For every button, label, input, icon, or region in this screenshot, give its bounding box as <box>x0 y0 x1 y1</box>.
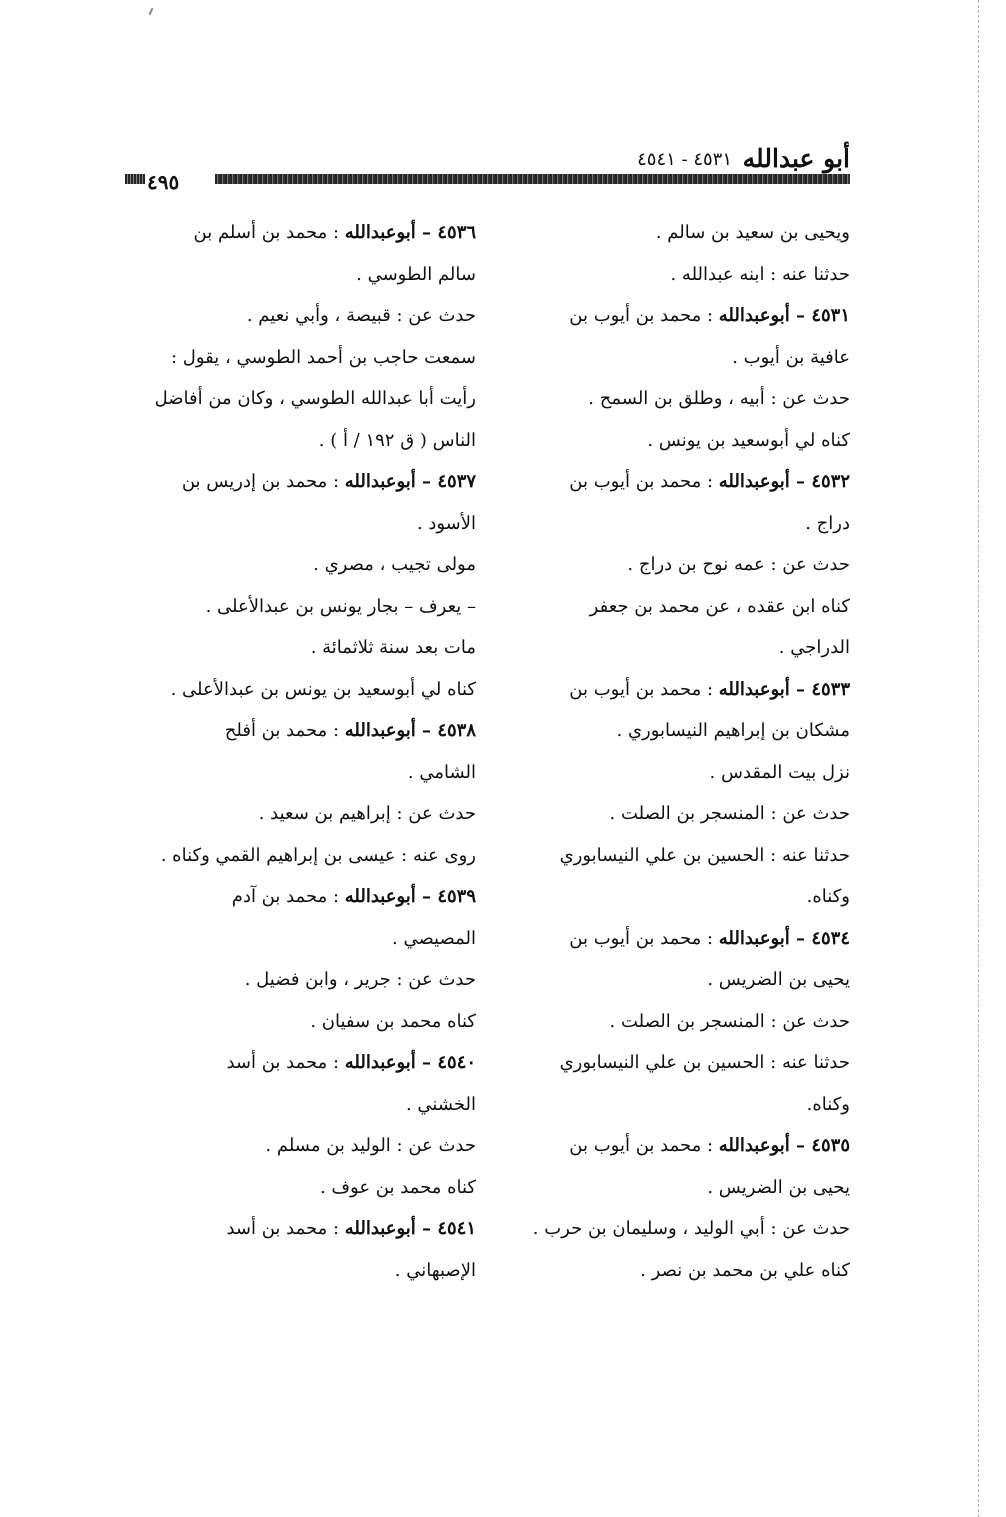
line-text: حدث عن : قبيصة ، وأبي نعيم . <box>246 305 476 326</box>
entry-number: ٤٥٤١ – <box>415 1218 476 1239</box>
line-text: مشكان بن إبراهيم النيسابوري . <box>616 720 850 741</box>
text-line <box>124 378 476 420</box>
entry-number: ٤٥٣٥ – <box>789 1135 850 1156</box>
line-text: : محمد بن أيوب بن <box>569 1135 719 1156</box>
entry-number: ٤٥٣٨ – <box>415 720 476 741</box>
text-line <box>505 1042 850 1084</box>
line-text: : محمد بن أيوب بن <box>569 927 719 949</box>
text-line <box>124 793 476 835</box>
line-text: حدث عن : إبراهيم بن سعيد . <box>258 803 476 824</box>
text-line <box>505 1084 850 1126</box>
line-text: حدث عن : أبي الوليد ، وسليمان بن حرب . <box>532 1218 850 1239</box>
entry-kunya: أبوعبدالله <box>344 471 416 492</box>
text-line <box>124 420 476 462</box>
entry-kunya: أبوعبدالله <box>344 720 416 741</box>
line-text: : محمد بن إدريس بن <box>181 471 345 492</box>
text-line <box>124 586 476 628</box>
text-line <box>124 1125 476 1167</box>
line-text: مولى تجيب ، مصري . <box>313 554 476 575</box>
text-line <box>505 254 850 296</box>
text-line <box>505 337 850 379</box>
left-text-column <box>124 212 476 1291</box>
text-line <box>124 752 476 794</box>
line-text: وكناه. <box>806 1093 850 1115</box>
entry-heading-line <box>124 1208 476 1250</box>
header-entry-range: ٤٥٣١ - ٤٥٤١ <box>637 149 732 170</box>
text-line <box>124 1001 476 1043</box>
entry-heading-line <box>505 1125 850 1167</box>
scan-edge-line <box>978 0 979 1517</box>
entry-number: ٤٥٣٦ – <box>415 222 476 243</box>
text-line <box>505 378 850 420</box>
entry-number: ٤٥٣٢ – <box>789 471 850 492</box>
line-text: : محمد بن أسد <box>226 1052 345 1073</box>
text-line <box>124 835 476 877</box>
line-text: الإصبهاني . <box>394 1259 476 1281</box>
line-text: كناه علي بن محمد بن نصر . <box>640 1259 850 1281</box>
entry-kunya: أبوعبدالله <box>718 1135 790 1156</box>
entry-number: ٤٥٤٠ – <box>415 1052 476 1073</box>
entry-kunya: أبوعبدالله <box>718 678 790 700</box>
line-text: يحيى بن الضريس . <box>707 969 850 990</box>
line-text: : محمد بن أيوب بن <box>569 471 719 492</box>
text-line <box>505 503 850 545</box>
entry-number: ٤٥٣٤ – <box>789 927 850 949</box>
entry-number: ٤٥٣٩ – <box>415 886 476 907</box>
line-text: الأسود . <box>416 512 476 534</box>
text-line <box>124 1167 476 1209</box>
entry-heading-line <box>124 710 476 752</box>
line-text: مات بعد سنة ثلاثمائة . <box>310 637 476 658</box>
line-text: روى عنه : عيسى بن إبراهيم القمي وكناه . <box>160 844 476 866</box>
line-text: : محمد بن أيوب بن <box>569 305 719 326</box>
line-text: كناه لي أبوسعيد بن يونس بن عبدالأعلى . <box>170 678 476 700</box>
entry-number: ٤٥٣٣ – <box>789 678 850 700</box>
header-title: أبو عبدالله <box>742 144 850 173</box>
entry-number: ٤٥٣٧ – <box>415 471 476 492</box>
line-text: : محمد بن أيوب بن <box>569 678 719 700</box>
text-line <box>505 1167 850 1209</box>
line-text: : محمد بن آدم <box>231 886 345 907</box>
text-line <box>505 876 850 918</box>
text-line <box>505 1001 850 1043</box>
entry-kunya: أبوعبدالله <box>344 222 416 243</box>
entry-heading-line <box>124 1042 476 1084</box>
entry-number: ٤٥٣١ – <box>789 305 850 326</box>
line-text: كناه محمد بن عوف . <box>319 1176 476 1198</box>
text-line <box>124 669 476 711</box>
text-line <box>124 959 476 1001</box>
line-text: الدراجي . <box>778 637 850 658</box>
line-text: المصيصي . <box>392 927 476 949</box>
line-text: نزل بيت المقدس . <box>709 761 850 783</box>
line-text: الخشني . <box>405 1093 476 1115</box>
text-line <box>505 835 850 877</box>
line-text: حدث عن : عمه نوح بن دراج . <box>627 554 850 575</box>
text-line <box>505 586 850 628</box>
text-line <box>124 295 476 337</box>
line-text: سالم الطوسي . <box>356 263 476 285</box>
running-header <box>125 140 850 194</box>
entry-heading-line <box>124 461 476 503</box>
text-line <box>505 420 850 462</box>
line-text: حدث عن : المنسجر بن الصلت . <box>609 803 850 824</box>
text-line <box>124 254 476 296</box>
line-text: حدث عن : جرير ، وابن فضيل . <box>244 969 476 990</box>
entry-heading-line <box>505 669 850 711</box>
entry-kunya: أبوعبدالله <box>718 305 790 326</box>
line-text: سمعت حاجب بن أحمد الطوسي ، يقول : <box>170 346 476 368</box>
entry-kunya: أبوعبدالله <box>718 471 790 492</box>
entry-kunya: أبوعبدالله <box>344 886 416 907</box>
text-line <box>505 959 850 1001</box>
line-text: الناس ( ق ١٩٢ / أ ) . <box>318 429 476 451</box>
line-text: كناه ابن عقده ، عن محمد بن جعفر <box>589 595 850 617</box>
line-text: – يعرف – بجار يونس بن عبدالأعلى . <box>205 595 476 617</box>
header-rule-ornament <box>125 174 145 184</box>
entry-heading-line <box>124 212 476 254</box>
line-text: كناه محمد بن سفيان . <box>310 1010 476 1032</box>
entry-heading-line <box>505 295 850 337</box>
page-number: ٤٩٥ <box>147 170 180 194</box>
text-line <box>124 503 476 545</box>
line-text: : محمد بن أسلم بن <box>193 222 345 243</box>
line-text: وكناه. <box>806 886 850 907</box>
text-line <box>505 793 850 835</box>
line-text: : محمد بن أسد <box>226 1218 345 1239</box>
line-text: يحيى بن الضريس . <box>707 1176 850 1198</box>
line-text: حدثنا عنه : الحسين بن علي النيسابوري <box>559 844 850 866</box>
header-rule <box>215 174 850 184</box>
text-line <box>124 337 476 379</box>
entry-kunya: أبوعبدالله <box>718 927 790 949</box>
entry-kunya: أبوعبدالله <box>344 1218 416 1239</box>
entry-heading-line <box>505 918 850 960</box>
text-line <box>505 1208 850 1250</box>
line-text: الشامي . <box>407 761 476 783</box>
line-text: حدثنا عنه : الحسين بن علي النيسابوري <box>559 1052 850 1073</box>
entry-kunya: أبوعبدالله <box>344 1052 416 1073</box>
text-line <box>124 627 476 669</box>
text-line <box>124 918 476 960</box>
scan-speck <box>149 8 154 15</box>
text-line <box>505 212 850 254</box>
text-line <box>505 627 850 669</box>
line-text: حدثنا عنه : ابنه عبدالله . <box>670 263 850 285</box>
line-text: : محمد بن أفلح <box>224 720 345 741</box>
text-line <box>505 752 850 794</box>
text-line <box>124 544 476 586</box>
text-line <box>505 1250 850 1292</box>
entry-heading-line <box>505 461 850 503</box>
line-text: عافية بن أيوب . <box>732 346 850 368</box>
line-text: حدث عن : أبيه ، وطلق بن السمح . <box>588 388 850 409</box>
text-line <box>124 1084 476 1126</box>
line-text: رأيت أبا عبدالله الطوسي ، وكان من أفاضل <box>154 388 476 409</box>
line-text: كناه لي أبوسعيد بن يونس . <box>647 429 850 451</box>
text-line <box>505 544 850 586</box>
text-line <box>124 1250 476 1292</box>
text-line <box>505 710 850 752</box>
line-text: دراج . <box>805 512 850 534</box>
entry-heading-line <box>124 876 476 918</box>
line-text: حدث عن : المنسجر بن الصلت . <box>609 1010 850 1032</box>
line-text: ويحيى بن سعيد بن سالم . <box>655 222 850 243</box>
right-text-column <box>505 212 850 1291</box>
line-text: حدث عن : الوليد بن مسلم . <box>265 1135 476 1156</box>
